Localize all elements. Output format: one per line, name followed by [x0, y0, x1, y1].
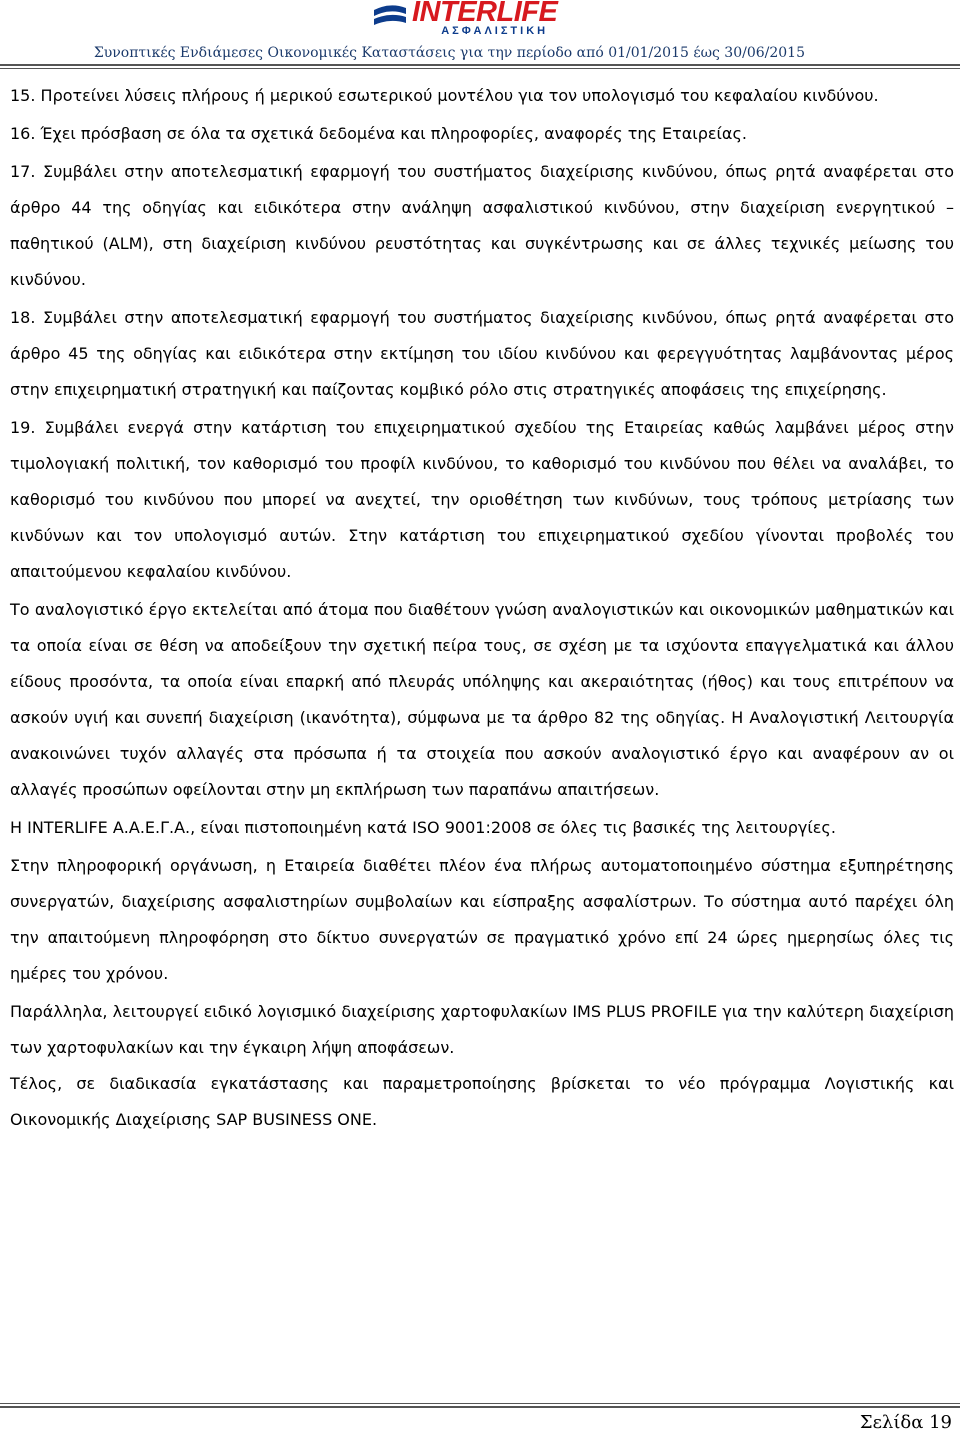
paragraph-iso-certification: Η INTERLIFE Α.Α.Ε.Γ.Α., είναι πιστοποιημένη κατά ISO 9001:2008 σε όλες τις βασικές της λειτουργίες. — [10, 818, 836, 837]
paragraph-portfolio-software: Παράλληλα, λειτουργεί ειδικό λογισμικό διαχείρισης χαρτοφυλακίων IMS PLUS PROFILE για την καλύτερη διαχείριση των χαρτοφυλακίων και την έγκαιρη λήψη αποφάσεων. — [10, 1002, 954, 1057]
logo-subtitle: ΑΣΦΑΛΙΣΤΙΚΗ — [441, 24, 549, 37]
logo-swoosh-icon — [372, 4, 408, 30]
company-logo — [372, 0, 558, 37]
paragraph-item-16: 16. Έχει πρόσβαση σε όλα τα σχετικά δεδομένα και πληροφορίες, αναφορές της Εταιρείας. — [10, 124, 747, 143]
page-header — [0, 0, 960, 74]
logo-name: INTERLIFE — [412, 0, 558, 28]
report-title: Συνοπτικές Ενδιάμεσες Οικονομικές Καταστάσεις για την περίοδο από 01/01/2015 έως 30/06/2015 — [93, 45, 805, 61]
header-divider — [0, 64, 960, 69]
paragraph-sap-system: Τέλος, σε διαδικασία εγκατάστασης και παραμετροποίησης βρίσκεται το νέο πρόγραμμα Λογιστικής και Οικονομικής Διαχείρισης SAP BUSINESS ONE. — [10, 1074, 954, 1129]
page-number: Σελίδα 19 — [859, 1412, 952, 1433]
document-body — [10, 78, 954, 1138]
paragraph-item-15: 15. Προτείνει λύσεις πλήρους ή μερικού εσωτερικού μοντέλου για τον υπολογισμό του κεφαλαίου κινδύνου. — [10, 86, 879, 105]
paragraph-actuarial-work: Το αναλογιστικό έργο εκτελείται από άτομα που διαθέτουν γνώση αναλογιστικών και οικονομικών μαθηματικών και τα οποία είναι σε θέση να αποδείξουν την σχετική πείρα τους, σε σχέση με τα ισχύοντα επαγγελματικά και άλλου είδους προσόντα, τα οποία είναι επαρκή από πλευράς υπόληψης και ακεραιότητας (ήθος) και τους επιτρέπουν να ασκούν υγιή και συνεπή διαχείριση (ικανότητα), σύμφωνα με τα άρθρο 82 της οδηγίας. Η Αναλογιστική Λειτουργία ανακοινώνει τυχόν αλλαγές στα πρόσωπα ή τα στοιχεία που ασκούν αναλογιστικό έργο και αναφέρουν αν οι αλλαγές προσώπων οφείλονται στην μη εκπλήρωση των παραπάνω απαιτήσεων. — [10, 600, 954, 799]
paragraph-item-19: 19. Συμβάλει ενεργά στην κατάρτιση του επιχειρηματικού σχεδίου της Εταιρείας καθώς λαμβάνει μέρος στην τιμολογιακή πολιτική, τον καθορισμό του προφίλ κινδύνου, το καθορισμό του κινδύνου που θέλει να αναλάβει, το καθορισμό του κινδύνου που μπορεί να ανεχτεί, την οριοθέτηση των κινδύνων, τους τρόπους μετρίασης των κινδύνων και τον υπολογισμό αυτών. Στην κατάρτιση του επιχειρηματικού σχεδίου γίνονται προβολές του απαιτούμενου κεφαλαίου κινδύνου. — [10, 418, 954, 581]
footer-divider — [0, 1403, 960, 1408]
paragraph-item-18: 18. Συμβάλει στην αποτελεσματική εφαρμογή του συστήματος διαχείρισης κινδύνου, όπως ρητά αναφέρεται στο άρθρο 45 της οδηγίας και ειδικότερα στην εκτίμηση του ιδίου κινδύνου και φερεγγυότητας λαμβάνοντας μέρος στην επιχειρηματική στρατηγική και παίζοντας κομβικό ρόλο στις στρατηγικές αποφάσεις της επιχείρησης. — [10, 308, 954, 399]
paragraph-item-17: 17. Συμβάλει στην αποτελεσματική εφαρμογή του συστήματος διαχείρισης κινδύνου, όπως ρητά αναφέρεται στο άρθρο 44 της οδηγίας και ειδικότερα στην ανάληψη ασφαλιστικού κινδύνου, στην διαχείριση ενεργητικού – παθητικού (ALM), στη διαχείριση κινδύνου ρευστότητας και συγκέντρωσης και σε άλλες τεχνικές μείωσης του κινδύνου. — [10, 162, 954, 289]
paragraph-it-organization: Στην πληροφορική οργάνωση, η Εταιρεία διαθέτει πλέον ένα πλήρως αυτοματοποιημένο σύστημα εξυπηρέτησης συνεργατών, διαχείρισης ασφαλιστηρίων συμβολαίων και είσπραξης ασφαλίστρων. Το σύστημα αυτό παρέχει όλη την απαιτούμενη πληροφόρηση στο δίκτυο συνεργατών σε πραγματικό χρόνο επί 24 ώρες ημερησίως όλες τις ημέρες του χρόνου. — [10, 856, 954, 983]
